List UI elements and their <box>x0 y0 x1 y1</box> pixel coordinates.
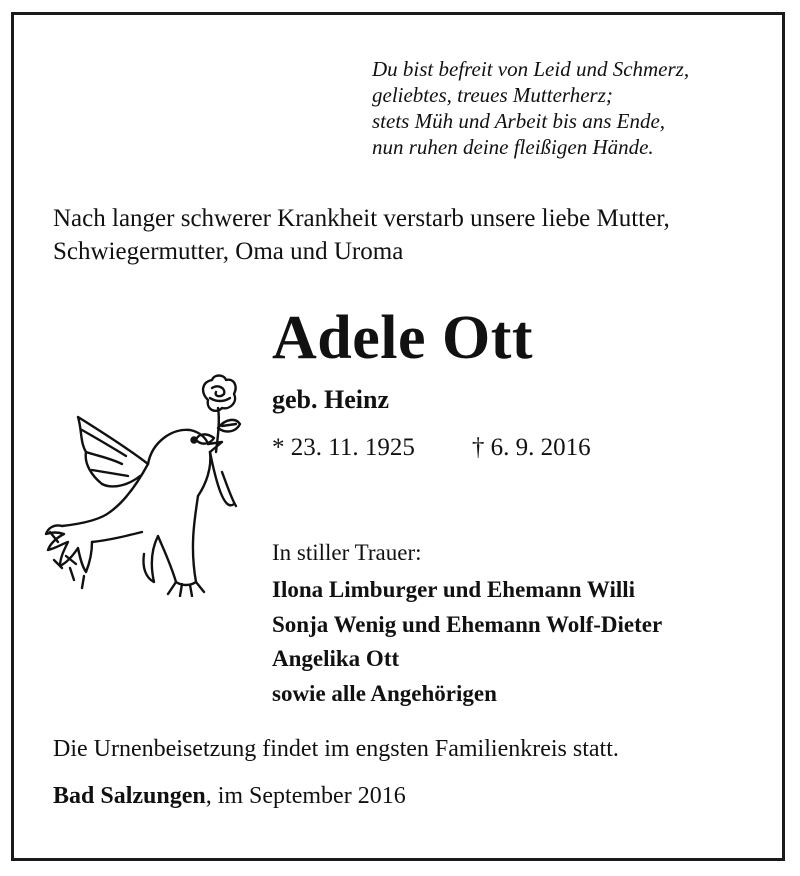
poem-line: nun ruhen deine fleißigen Hände. <box>372 135 654 159</box>
mourner-name: Angelika Ott <box>272 646 400 671</box>
birth-name: geb. Heinz <box>272 385 389 414</box>
poem-line: stets Müh und Arbeit bis ans Ende, <box>372 109 666 133</box>
place-date: , im September 2016 <box>205 783 406 809</box>
intro-line: Schwiegermutter, Oma und Uroma <box>53 238 404 265</box>
deceased-name: Adele Ott <box>272 304 534 372</box>
place-city: Bad Salzungen <box>53 783 206 809</box>
poem-line: Du bist befreit von Leid und Schmerz, <box>372 57 690 81</box>
mourner-name: Sonja Wenig und Ehemann Wolf-Dieter <box>272 611 663 637</box>
funeral-notice: Die Urnenbeisetzung findet im engsten Familienkreis statt. <box>53 736 619 762</box>
life-dates <box>272 432 591 464</box>
intro-text <box>53 202 670 268</box>
dove-with-rose-icon <box>40 372 250 597</box>
mourners-list <box>272 573 662 711</box>
mourner-name: sowie alle Angehörigen <box>272 680 497 706</box>
death-date: † 6. 9. 2016 <box>471 434 591 461</box>
birth-date: * 23. 11. 1925 <box>272 434 415 461</box>
mourning-label: In stiller Trauer: <box>272 540 422 565</box>
poem-line: geliebtes, treues Mutterherz; <box>372 83 613 107</box>
mourner-name: Ilona Limburger und Ehemann Willi <box>272 577 636 602</box>
intro-line: Nach langer schwerer Krankheit verstarb unsere liebe Mutter, <box>53 205 670 232</box>
place-and-date <box>53 780 406 812</box>
poem <box>372 56 689 160</box>
